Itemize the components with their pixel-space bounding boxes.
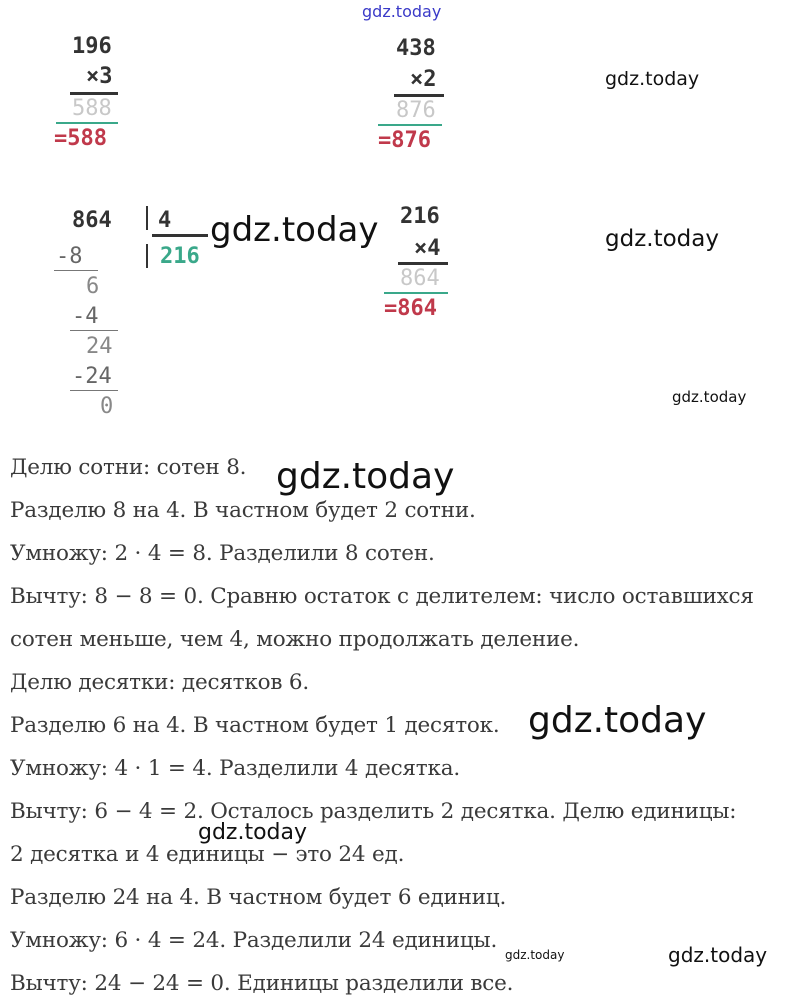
division-remainder-3: 0	[100, 394, 114, 419]
division-remainder-2: 24	[86, 334, 113, 359]
calc3-rule	[398, 262, 448, 265]
watermark-3: gdz.today	[605, 226, 719, 252]
division-divisor: 4	[158, 208, 172, 233]
division-subtract-1: -8	[56, 244, 83, 269]
calc3-result: =864	[384, 296, 437, 321]
text-line-10: 2 десятка и 4 единицы − это 24 ед.	[10, 842, 405, 867]
calc1-green-rule	[56, 122, 118, 124]
division-bar-top	[146, 206, 148, 230]
calc3-ghost-product: 864	[400, 266, 440, 291]
calc3-factor-b: ×4	[414, 236, 441, 261]
division-dividend: 864	[72, 208, 112, 233]
text-line-12: Умножу: 6 · 4 = 24. Разделили 24 единицы.	[10, 928, 498, 953]
calc1-rule	[70, 92, 118, 95]
watermark-top: gdz.today	[362, 2, 442, 21]
division-remainder-1: 6	[86, 274, 100, 299]
calc3-green-rule	[384, 292, 448, 294]
calc2-green-rule	[378, 124, 442, 126]
text-line-5: сотен меньше, чем 4, можно продолжать деление.	[10, 627, 580, 652]
watermark-5: gdz.today	[276, 456, 455, 497]
calc2-result: =876	[378, 128, 431, 153]
text-line-9: Вычту: 6 − 4 = 2. Осталось разделить 2 десятка. Делю единицы:	[10, 799, 737, 824]
division-subtract-2: -4	[72, 304, 99, 329]
watermark-2: gdz.today	[210, 210, 379, 250]
text-line-7: Разделю 6 на 4. В частном будет 1 десяток.	[10, 713, 500, 738]
watermark-7: gdz.today	[198, 820, 308, 845]
division-bar-bottom	[146, 244, 148, 268]
division-quotient: 216	[160, 244, 200, 269]
text-line-3: Умножу: 2 · 4 = 8. Разделили 8 сотен.	[10, 541, 435, 566]
division-subtract-3: -24	[72, 364, 112, 389]
watermark-8: gdz.today	[505, 948, 565, 962]
watermark-6: gdz.today	[528, 700, 707, 741]
text-line-2: Разделю 8 на 4. В частном будет 2 сотни.	[10, 498, 476, 523]
text-line-6: Делю десятки: десятков 6.	[10, 670, 310, 695]
calc1-factor-a: 196	[72, 34, 112, 59]
text-line-13: Вычту: 24 − 24 = 0. Единицы разделили все.	[10, 971, 514, 996]
division-line-3	[70, 390, 118, 391]
calc2-ghost-product: 876	[396, 98, 436, 123]
calc2-factor-b: ×2	[410, 67, 437, 92]
division-line-1	[54, 270, 98, 271]
watermark-9: gdz.today	[668, 943, 768, 967]
text-line-11: Разделю 24 на 4. В частном будет 6 единиц.	[10, 885, 507, 910]
calc1-result: =588	[54, 126, 107, 151]
text-line-4: Вычту: 8 − 8 = 0. Сравню остаток с делителем: число оставшихся	[10, 584, 754, 609]
division-line-2	[70, 330, 118, 331]
text-line-8: Умножу: 4 · 1 = 4. Разделили 4 десятка.	[10, 756, 460, 781]
calc3-factor-a: 216	[400, 204, 440, 229]
division-divisor-rule	[152, 234, 208, 237]
calc2-factor-a: 438	[396, 36, 436, 61]
calc1-factor-b: ×3	[86, 64, 113, 89]
text-line-1: Делю сотни: сотен 8.	[10, 455, 247, 480]
watermark-4: gdz.today	[672, 388, 747, 406]
calc1-ghost-product: 588	[72, 96, 112, 121]
watermark-1: gdz.today	[605, 68, 700, 90]
calc2-rule	[394, 94, 444, 97]
